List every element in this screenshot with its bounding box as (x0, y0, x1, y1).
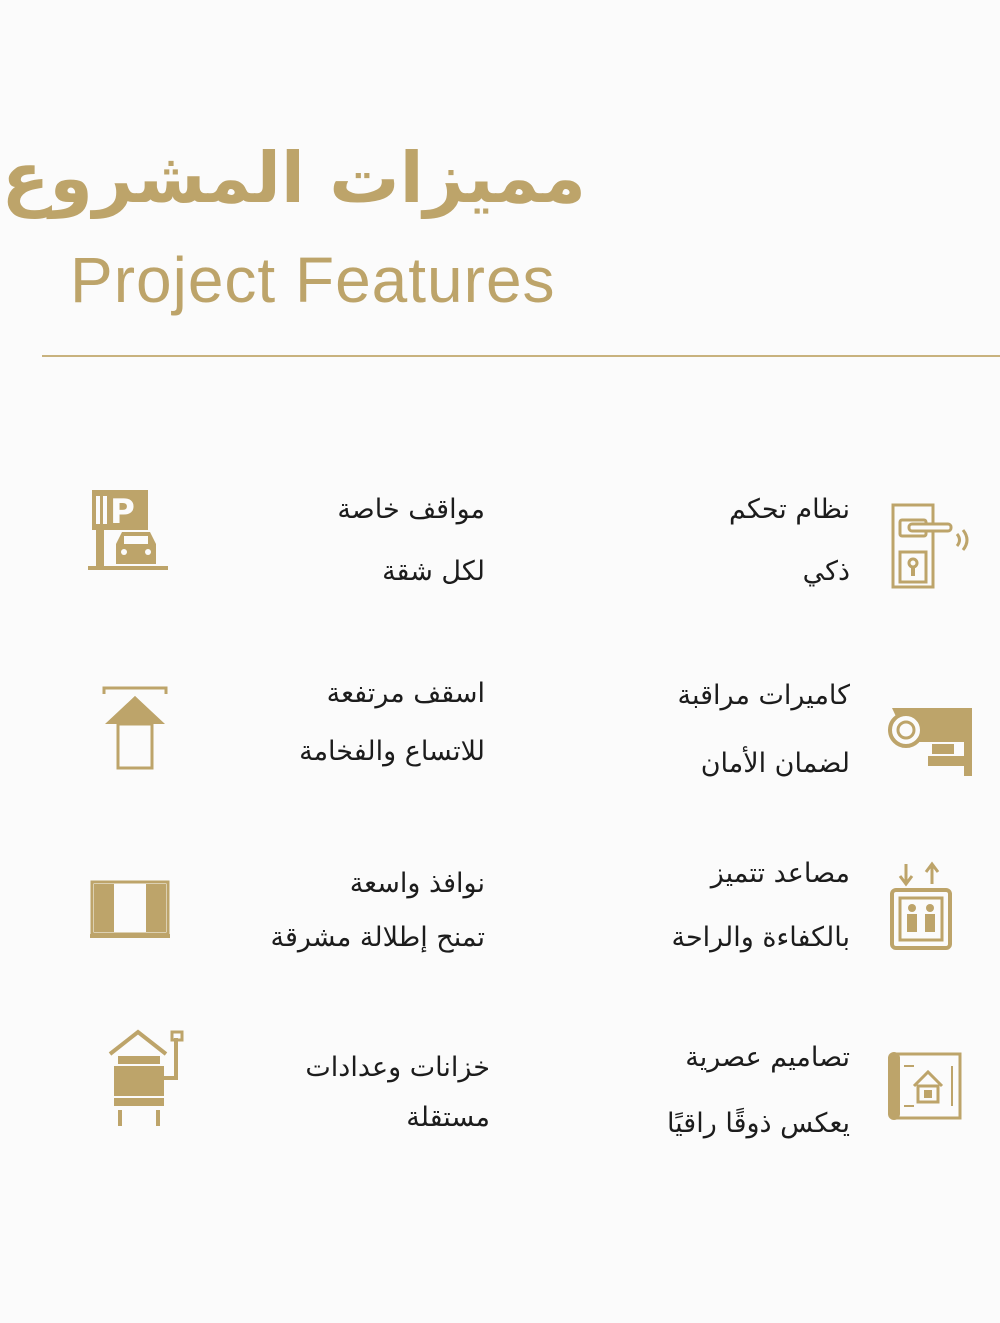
smart-lock-icon (885, 500, 975, 590)
feature-line-1: مصاعد تتميز (710, 858, 850, 889)
feature-windows (125, 868, 485, 954)
header-divider (42, 355, 1000, 357)
feature-line-1: نظام تحكم (728, 494, 850, 525)
feature-line-1: مواقف خاصة (337, 494, 485, 525)
window-icon (90, 878, 170, 940)
feature-line-2: لضمان الأمان (700, 748, 850, 779)
security-camera-icon (884, 700, 976, 782)
svg-text:P: P (110, 492, 135, 532)
title-english: Project Features (70, 244, 556, 316)
blueprint-icon (882, 1046, 966, 1130)
feature-line-1: اسقف مرتفعة (326, 678, 485, 709)
feature-line-2: لكل شقة (382, 556, 485, 587)
feature-line-1: خزانات وعدادات (305, 1052, 490, 1083)
feature-high-ceilings (125, 678, 485, 768)
feature-line-1: نوافذ واسعة (349, 868, 485, 899)
water-tank-icon (104, 1028, 188, 1132)
feature-line-1: تصاميم عصرية (685, 1042, 850, 1073)
title-arabic: مميزات المشروع (1, 137, 586, 219)
feature-line-1: كاميرات مراقبة (677, 680, 850, 711)
feature-line-2: مستقلة (406, 1102, 490, 1133)
feature-line-2: ذكي (802, 556, 850, 587)
high-ceiling-icon (100, 684, 170, 772)
feature-smart-control (490, 494, 850, 588)
parking-icon (86, 486, 170, 574)
feature-parking (125, 494, 485, 588)
feature-cameras (490, 680, 850, 780)
feature-line-2: للاتساع والفخامة (299, 736, 485, 767)
feature-modern-designs (490, 1042, 850, 1140)
feature-line-2: تمنح إطلالة مشرقة (270, 922, 485, 953)
feature-line-2: يعكس ذوقًا راقيًا (666, 1108, 850, 1139)
elevator-icon (888, 860, 958, 952)
feature-line-2: بالكفاءة والراحة (671, 922, 850, 953)
feature-elevators (490, 858, 850, 954)
